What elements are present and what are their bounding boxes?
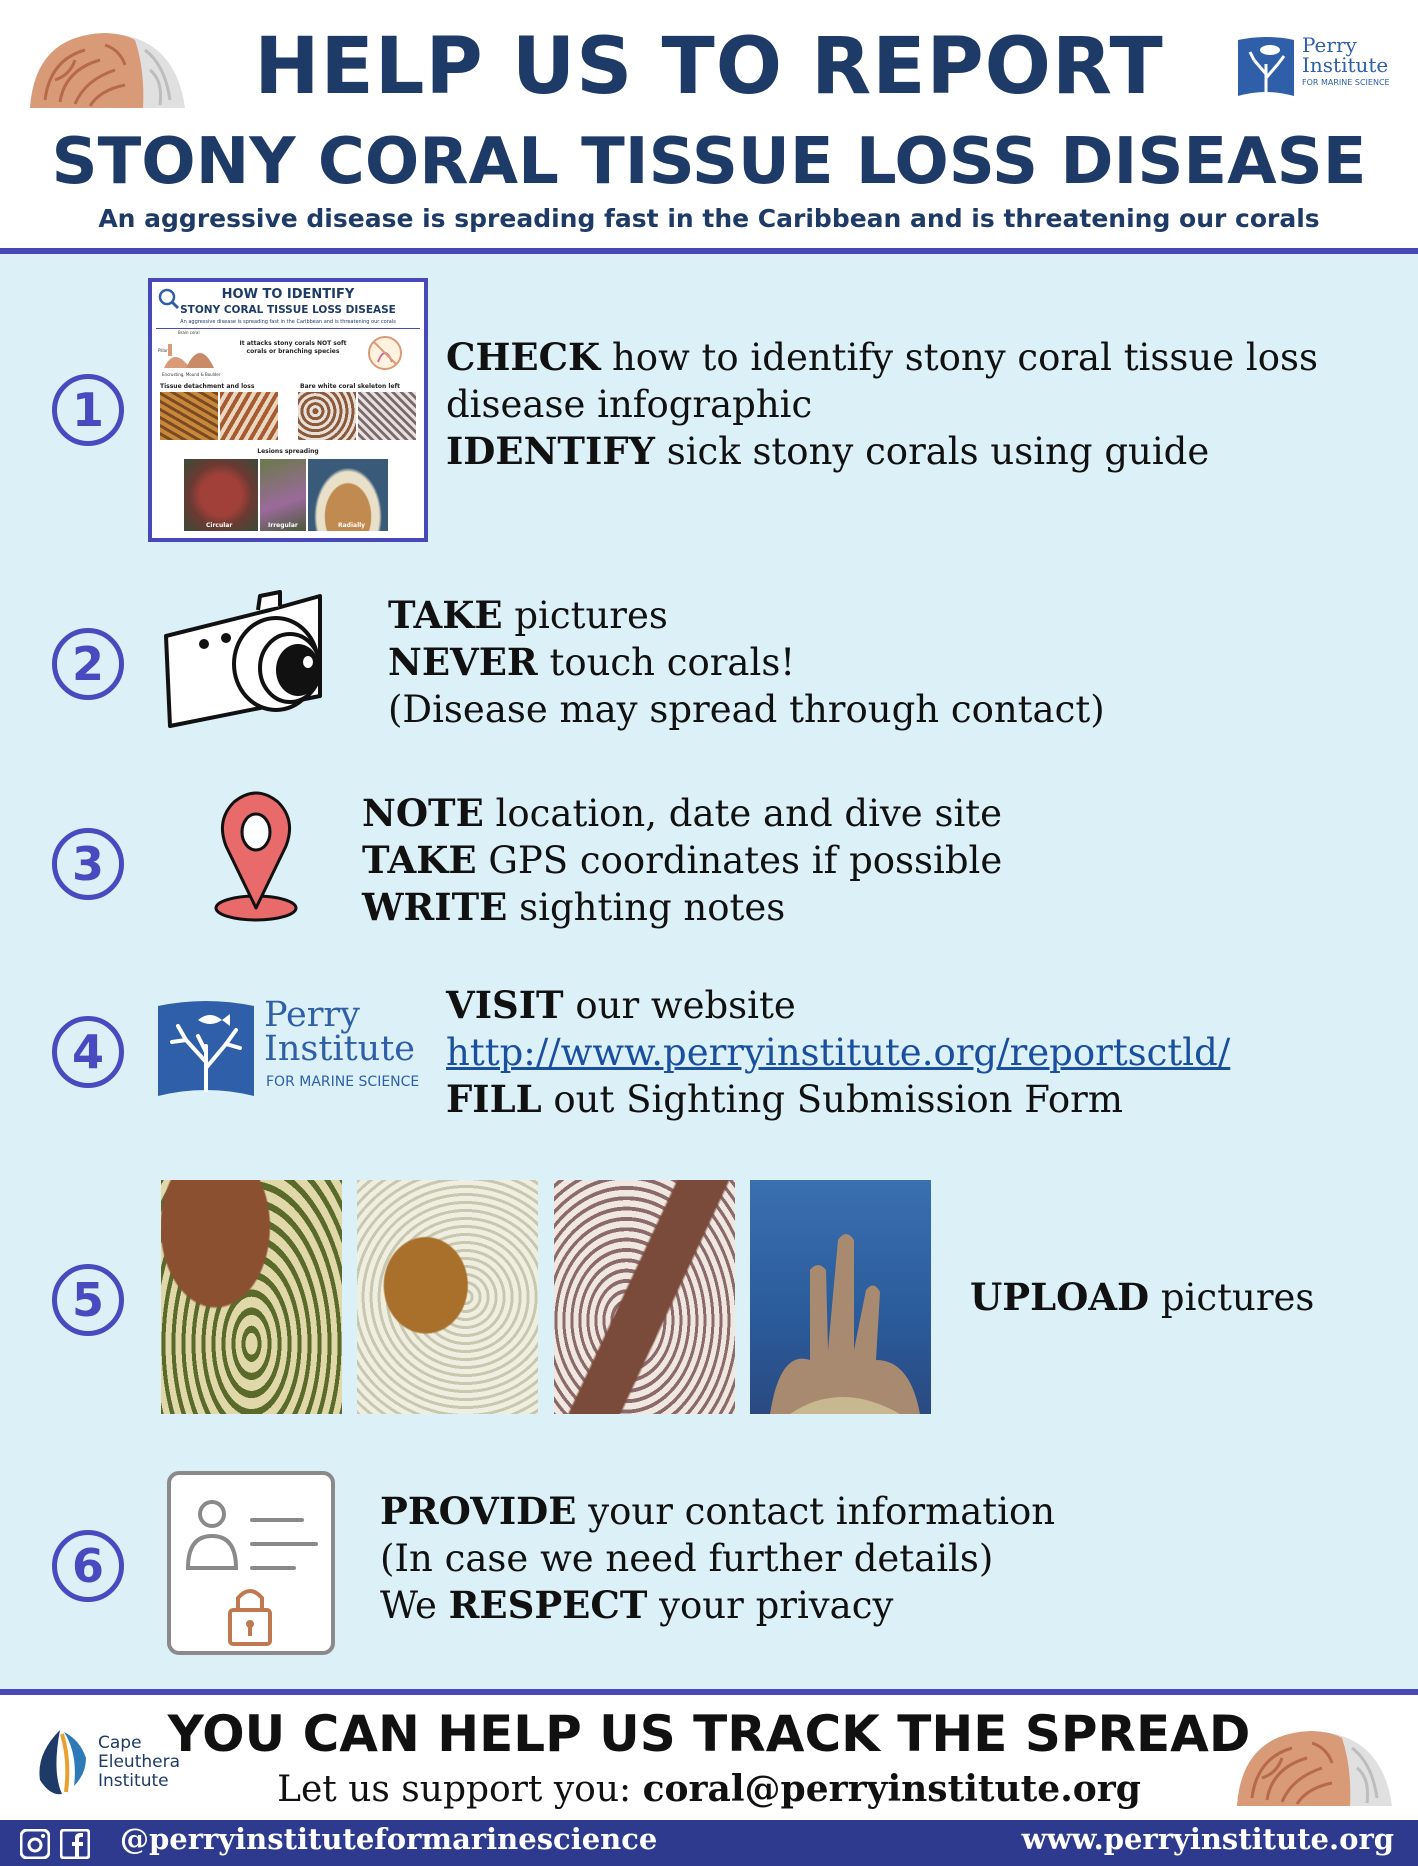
step-1-line-3: sick stony corals using guide <box>654 430 1210 473</box>
cei-text-cape: Cape <box>98 1733 142 1753</box>
logo-text-perry: Perry <box>1302 33 1357 57</box>
step-1-line-1: how to identify stony coral tissue loss <box>600 336 1318 379</box>
step-5-line-1: pictures <box>1149 1276 1315 1319</box>
step-1-keyword-identify: IDENTIFY <box>446 429 655 473</box>
page-title-disease: STONY CORAL TISSUE LOSS DISEASE <box>51 125 1367 199</box>
step-4-line-3: out Sighting Submission Form <box>541 1078 1123 1121</box>
fish-coral-logo-icon <box>158 996 254 1096</box>
infographic-divider <box>156 328 420 329</box>
step-3-keyword-write: WRITE <box>362 885 508 929</box>
infographic-thumbnail <box>148 278 428 542</box>
website-link[interactable]: www.perryinstitute.org <box>1021 1822 1394 1856</box>
facebook-icon[interactable] <box>60 1829 90 1859</box>
step-6-keyword-provide: PROVIDE <box>380 1489 577 1533</box>
infographic-section-3: Lesions spreading <box>257 448 319 455</box>
infographic-section-2: Bare white coral skeleton left <box>300 383 401 390</box>
infographic-label-shapes: Encrusting, Mound & Boulder <box>162 372 221 377</box>
step-2-keyword-never: NEVER <box>388 640 538 684</box>
perry-institute-logo <box>1238 34 1398 98</box>
infographic-photo-5 <box>184 459 258 531</box>
step-2-line-1: pictures <box>502 594 668 637</box>
contact-email-link[interactable]: coral@perryinstitute.org <box>642 1768 1141 1810</box>
step-4-text <box>446 982 1406 1123</box>
coral-shapes-icon <box>162 336 232 370</box>
step-5-number: 5 <box>52 1264 124 1336</box>
step-5-text <box>970 1274 1390 1321</box>
infographic-note: It attacks stony corals NOT soft corals or branching species <box>239 340 347 355</box>
coral-photo-1 <box>161 1180 342 1414</box>
infographic-section-1: Tissue detachment and loss <box>160 383 255 390</box>
logo-text-perry: Perry <box>264 995 360 1035</box>
step-2-number: 2 <box>52 628 124 700</box>
step-4-keyword-visit: VISIT <box>446 983 564 1027</box>
step-2-line-3: (Disease may spread through contact) <box>388 688 1105 731</box>
infographic-photo-6 <box>260 459 306 531</box>
step-1-line-2: disease infographic <box>446 383 813 426</box>
step-6-line-3: your privacy <box>647 1584 894 1627</box>
infographic-label-brain: Brain coral <box>178 330 200 335</box>
step-2-line-2: touch corals! <box>537 641 796 684</box>
footer-contact-prefix: Let us support you: <box>277 1769 643 1810</box>
logo-text-institute: Institute <box>264 1029 415 1069</box>
logo-text-tagline: FOR MARINE SCIENCE <box>1302 78 1390 87</box>
social-handle[interactable]: @perryinstituteformarinescience <box>120 1822 658 1856</box>
infographic-photo-2 <box>220 392 278 440</box>
location-pin-icon <box>210 790 302 926</box>
step-4-line-1: our website <box>563 984 796 1027</box>
infographic-label-pillar: Pillar <box>158 348 168 353</box>
step-6-line-1: your contact information <box>576 1490 1056 1533</box>
instagram-icon[interactable] <box>20 1829 50 1859</box>
step-6-text <box>380 1488 1340 1629</box>
brain-coral-icon <box>1232 1728 1397 1808</box>
footer-title: YOU CAN HELP US TRACK THE SPREAD <box>167 1705 1251 1763</box>
logo-text-tagline: FOR MARINE SCIENCE <box>266 1074 420 1090</box>
step-6-line-2: (In case we need further details) <box>380 1537 994 1580</box>
step-4-number: 4 <box>52 1016 124 1088</box>
coral-photo-4 <box>750 1180 931 1414</box>
infographic-title-2: STONY CORAL TISSUE LOSS DISEASE <box>180 304 396 316</box>
perry-institute-logo-large <box>158 995 420 1096</box>
infographic-caption-radially: Radially <box>338 522 366 529</box>
soft-coral-crossed-icon <box>366 334 404 372</box>
infographic-photo-1 <box>160 392 218 440</box>
report-website-link[interactable]: http://www.perryinstitute.org/reportsctld/ <box>446 1031 1231 1074</box>
footer-contact <box>0 1768 1418 1810</box>
infographic-subtitle: An aggressive disease is spreading fast in the Caribbean and is threatening our corals <box>180 319 396 325</box>
step-4-keyword-fill: FILL <box>446 1077 542 1121</box>
step-3-text <box>362 790 1262 931</box>
infographic-caption-circular: Circular <box>206 522 233 529</box>
step-3-number: 3 <box>52 828 124 900</box>
coral-photo-3 <box>554 1180 735 1414</box>
step-2-text <box>388 592 1288 733</box>
logo-text-institute: Institute <box>1302 53 1389 77</box>
step-6-keyword-respect: RESPECT <box>448 1583 648 1627</box>
infographic-photo-3 <box>298 392 356 440</box>
step-1-text <box>446 334 1386 475</box>
step-3-keyword-take: TAKE <box>362 838 477 882</box>
step-1-number: 1 <box>52 374 124 446</box>
fish-coral-logo-icon <box>1238 34 1294 96</box>
cei-text-eleuthera: Eleuthera <box>98 1752 181 1772</box>
camera-icon <box>160 586 340 734</box>
pillar-coral-icon <box>750 1180 931 1414</box>
step-2-keyword-take: TAKE <box>388 593 503 637</box>
page-title: HELP US TO REPORT <box>254 22 1164 112</box>
step-3-keyword-note: NOTE <box>362 791 484 835</box>
step-1-keyword-check: CHECK <box>446 335 601 379</box>
cei-text-institute: Institute <box>98 1771 169 1791</box>
step-6-number: 6 <box>52 1530 124 1602</box>
step-3-line-1: location, date and dive site <box>483 792 1003 835</box>
infographic-title: HOW TO IDENTIFY <box>221 287 355 302</box>
step-3-line-3: sighting notes <box>507 886 786 929</box>
contact-card-icon <box>166 1470 336 1656</box>
infographic-photo-4 <box>358 392 416 440</box>
page-subtitle: An aggressive disease is spreading fast in the Caribbean and is threatening our corals <box>98 204 1320 233</box>
coral-photo-2 <box>357 1180 538 1414</box>
step-3-line-2: GPS coordinates if possible <box>476 839 1003 882</box>
infographic-photo-7 <box>308 459 388 531</box>
step-5-keyword-upload: UPLOAD <box>970 1275 1150 1319</box>
infographic-caption-irregular: Irregular <box>268 522 298 529</box>
step-6-line-3-prefix: We <box>380 1584 449 1627</box>
